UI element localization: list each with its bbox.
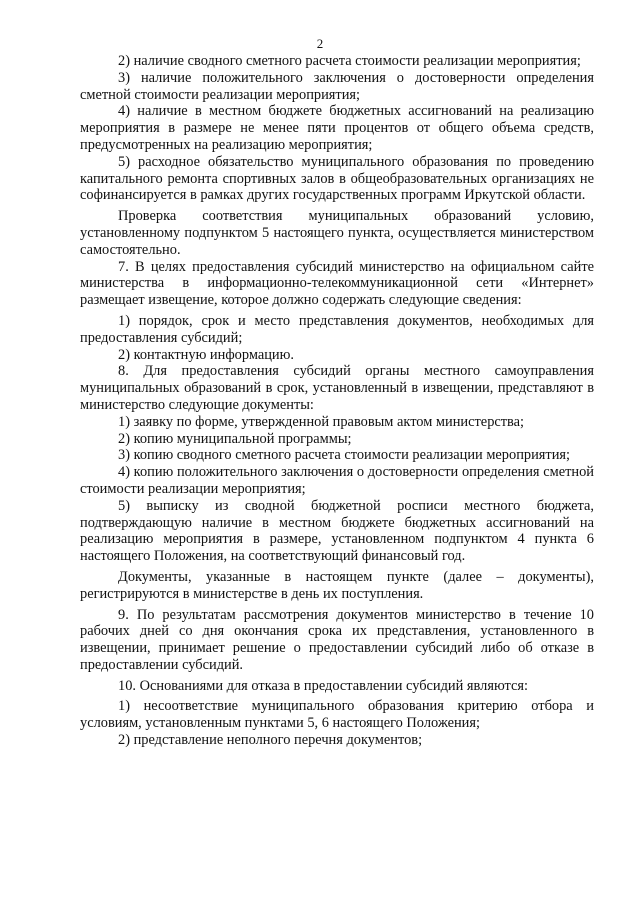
paragraph-section-8: 8. Для предоставления субсидий органы местного самоуправления муниципальных образований в срок, установленный в извещении, представляют в министерство следующие документы: xyxy=(80,363,594,413)
paragraph-documents-registration: Документы, указанные в настоящем пункте (далее – документы), регистрируются в министерстве в день их поступления. xyxy=(80,568,594,602)
paragraph-section-8-item-2: 2) копию муниципальной программы; xyxy=(118,430,352,447)
page-number: 2 xyxy=(316,36,324,51)
paragraph-section-8-item-3: 3) копию сводного сметного расчета стоимости реализации мероприятия; xyxy=(118,447,571,464)
paragraph-section-8-item-4: 4) копию положительного заключения о достоверности определения сметной стоимости реализации мероприятия; xyxy=(80,464,594,497)
paragraph-item-4: 4) наличие в местном бюджете бюджетных ассигнований на реализацию мероприятия в размере не менее пяти процентов от общего объема средств, предусмотренных на реализацию мероприятия; xyxy=(80,103,594,153)
paragraph-section-7-item-1: 1) порядок, срок и место представления документов, необходимых для предоставления субсидий; xyxy=(80,312,594,346)
paragraph-section-10-item-1: 1) несоответствие муниципального образования критерию отбора и условиям, установленным пунктами 5, 6 настоящего Положения; xyxy=(80,698,594,732)
paragraph-item-5: 5) расходное обязательство муниципального образования по проведению капитального ремонта спортивных залов в общеобразовательных организациях не софинансируется в рамках других государственных программ Иркутской области. xyxy=(80,153,594,204)
paragraph-item-2: 2) наличие сводного сметного расчета стоимости реализации мероприятия; xyxy=(118,53,581,69)
document-body xyxy=(80,53,594,749)
paragraph-section-8-item-5: 5) выписку из сводной бюджетной росписи местного бюджета, подтверждающую наличие в местном бюджете бюджетных ассигнований на реализацию мероприятия в размере, установленном подпунктом 4 пункта 6 настоящего Положения, на соответствующий финансовый год. xyxy=(80,497,594,565)
paragraph-section-7-item-2: 2) контактную информацию. xyxy=(118,346,294,363)
paragraph-section-7: 7. В целях предоставления субсидий министерство на официальном сайте министерства в информационно-телекоммуникационной сети «Интернет» размещает извещение, которое должно содержать следующие сведения: xyxy=(80,258,594,309)
paragraph-verification: Проверка соответствия муниципальных образований условию, установленному подпунктом 5 настоящего пункта, осуществляется министерством самостоятельно. xyxy=(80,208,594,258)
paragraph-item-3: 3) наличие положительного заключения о достоверности определения сметной стоимости реализации мероприятия; xyxy=(80,69,594,103)
paragraph-section-8-item-1: 1) заявку по форме, утвержденной правовым актом министерства; xyxy=(118,413,525,430)
paragraph-section-9: 9. По результатам рассмотрения документов министерство в течение 10 рабочих дней со дня окончания срока их представления, установленного в извещении, принимает решение о предоставлении субсидий либо об отказе в предоставлении субсидий. xyxy=(80,606,594,673)
paragraph-section-10-item-2: 2) представление неполного перечня документов; xyxy=(118,732,423,749)
paragraph-section-10: 10. Основаниями для отказа в предоставлении субсидий являются: xyxy=(118,677,528,694)
